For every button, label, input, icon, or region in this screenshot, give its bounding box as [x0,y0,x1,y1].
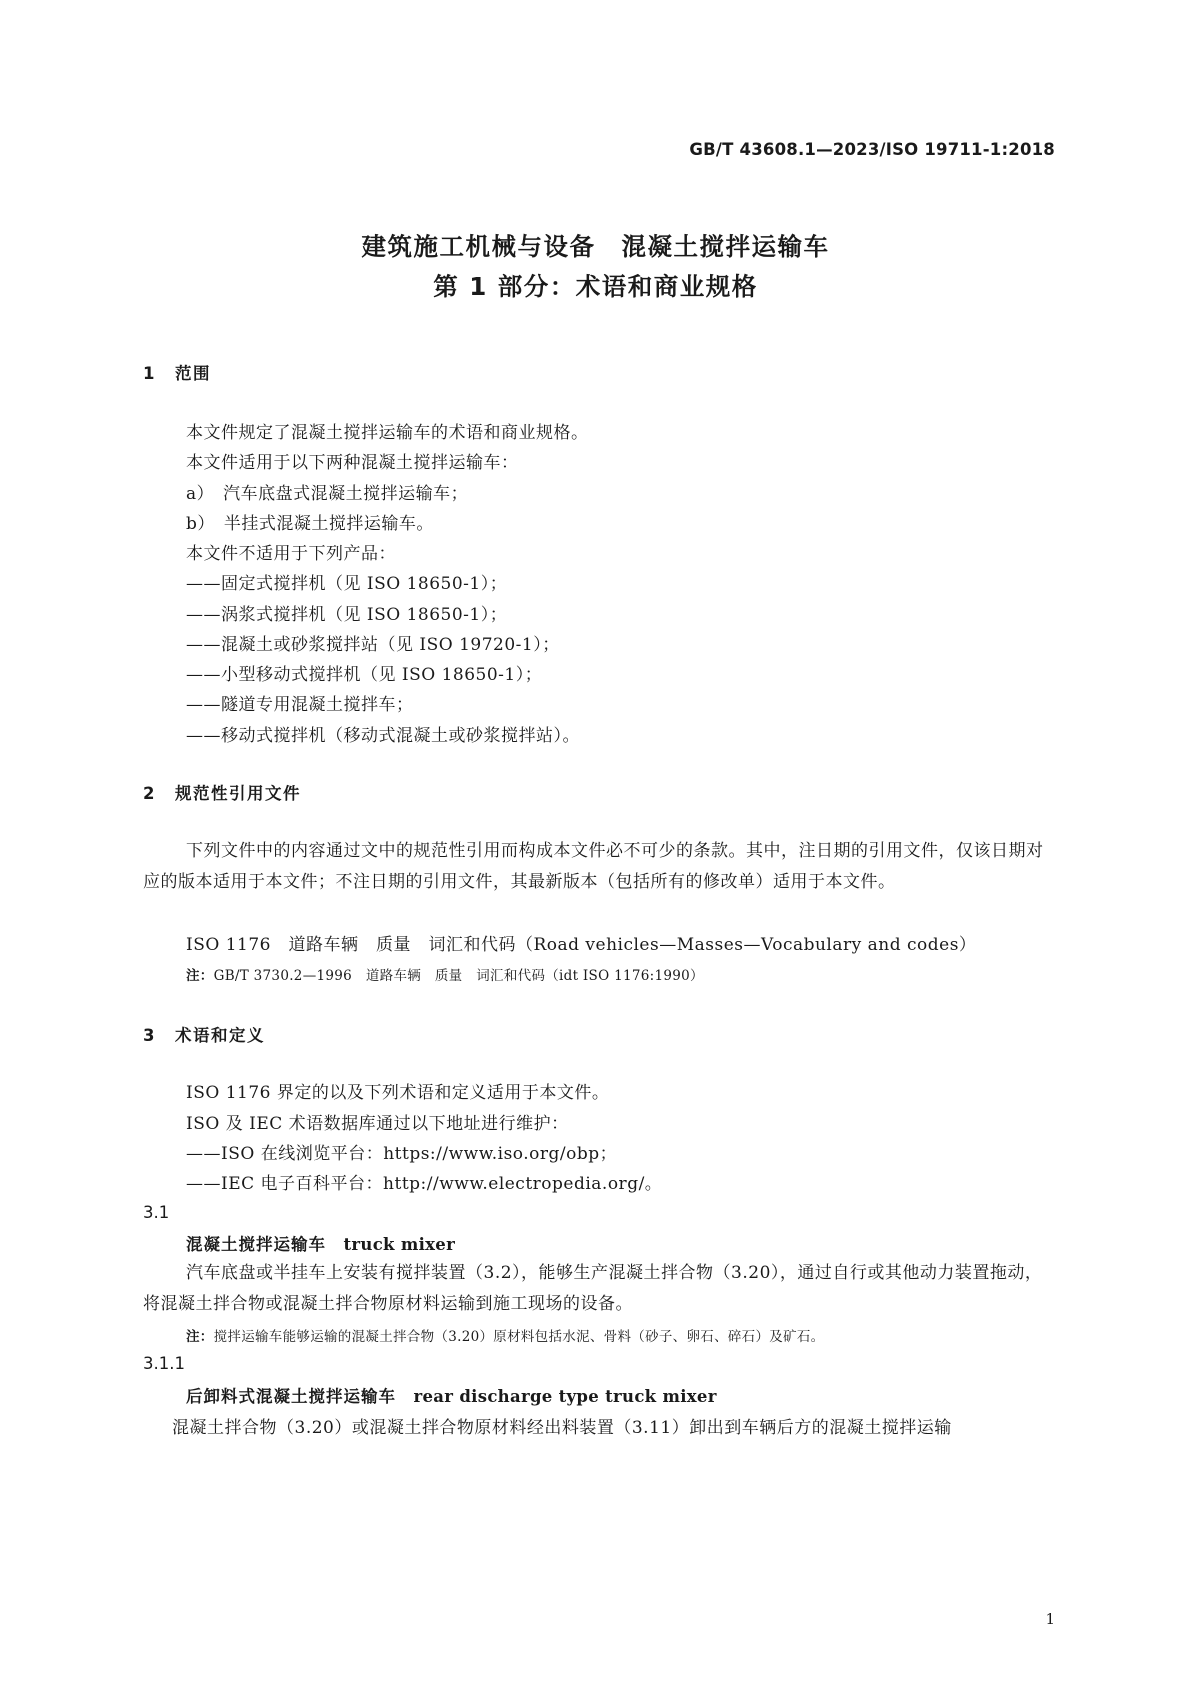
term-en: rear discharge type truck mixer [413,1387,717,1406]
scope-paragraph: 本文件不适用于下列产品： [186,544,396,564]
document-title-line2: 第 1 部分：术语和商业规格 [433,272,758,301]
section-number: 3 [143,1026,156,1045]
term-entry [186,1383,717,1407]
terms-paragraph: ISO 1176 界定的以及下列术语和定义适用于本文件。 [186,1083,610,1103]
normative-references-intro [143,836,1055,897]
scope-paragraph: 本文件适用于以下两种混凝土搅拌运输车： [186,453,519,473]
section-title: 规范性引用文件 [175,784,301,803]
terms-link-item: ——IEC 电子百科平台：http://www.electropedia.org/。 [186,1174,663,1194]
term-note [186,1325,824,1345]
section-1-heading [143,360,211,384]
clause-number: 3.1.1 [143,1354,185,1373]
section-title: 范围 [175,364,211,383]
exclusion-item: ——小型移动式搅拌机（见 ISO 18650-1）； [186,665,543,685]
page-number: 1 [1045,1610,1055,1628]
term-en: truck mixer [343,1235,456,1254]
section-2-heading [143,780,301,804]
exclusion-item: ——固定式搅拌机（见 ISO 18650-1）； [186,574,508,594]
term-definition: 混凝土拌合物（3.20）或混凝土拌合物原材料经出料装置（3.11）卸出到车辆后方的混凝土搅拌运输 [172,1418,952,1438]
exclusion-item: ——隧道专用混凝土搅拌车； [186,695,414,715]
section-number: 1 [143,364,156,383]
term-definition [143,1258,1055,1319]
note-text: GB/T 3730.2—1996 道路车辆 质量 词汇和代码（idt ISO 1176:1990） [213,968,704,984]
term-zh: 混凝土搅拌运输车 [186,1235,326,1254]
standard-number: GB/T 43608.1—2023/ISO 19711-1:2018 [689,140,1055,159]
reference-item: ISO 1176 道路车辆 质量 词汇和代码（Road vehicles—Masses—Vocabulary and codes） [186,935,977,955]
note-text: 搅拌运输车能够运输的混凝土拌合物（3.20）原材料包括水泥、骨料（砂子、卵石、碎石）及矿石。 [213,1329,825,1345]
note-label: 注： [186,1329,214,1345]
terms-link-item: ——ISO 在线浏览平台：https://www.iso.org/obp； [186,1144,618,1164]
section-3-heading [143,1022,265,1046]
scope-paragraph: 本文件规定了混凝土搅拌运输车的术语和商业规格。 [186,423,589,443]
scope-list-item: a） 汽车底盘式混凝土搅拌运输车； [186,484,469,504]
terms-paragraph: ISO 及 IEC 术语数据库通过以下地址进行维护： [186,1114,569,1134]
exclusion-item: ——移动式搅拌机（移动式混凝土或砂浆搅拌站）。 [186,726,580,746]
section-title: 术语和定义 [175,1026,265,1045]
document-title-line1: 建筑施工机械与设备 混凝土搅拌运输车 [361,232,830,261]
definition-text: 汽车底盘或半挂车上安装有搅拌装置（3.2），能够生产混凝土拌合物（3.20），通过自行或其他动力装置拖动，将混凝土拌合物或混凝土拌合物原材料运输到施工现场的设备。 [143,1263,1043,1314]
clause-number: 3.1 [143,1203,170,1222]
reference-note [186,964,704,984]
exclusion-item: ——混凝土或砂浆搅拌站（见 ISO 19720-1）； [186,635,560,655]
term-zh: 后卸料式混凝土搅拌运输车 [186,1387,396,1406]
intro-text: 下列文件中的内容通过文中的规范性引用而构成本文件必不可少的条款。其中，注日期的引用文件，仅该日期对应的版本适用于本文件；不注日期的引用文件，其最新版本（包括所有的修改单）适用于本文件。 [143,841,1044,892]
note-label: 注： [186,968,214,984]
term-entry [186,1231,455,1255]
scope-list-item: b） 半挂式混凝土搅拌运输车。 [186,514,434,534]
section-number: 2 [143,784,156,803]
exclusion-item: ——涡浆式搅拌机（见 ISO 18650-1）； [186,605,508,625]
